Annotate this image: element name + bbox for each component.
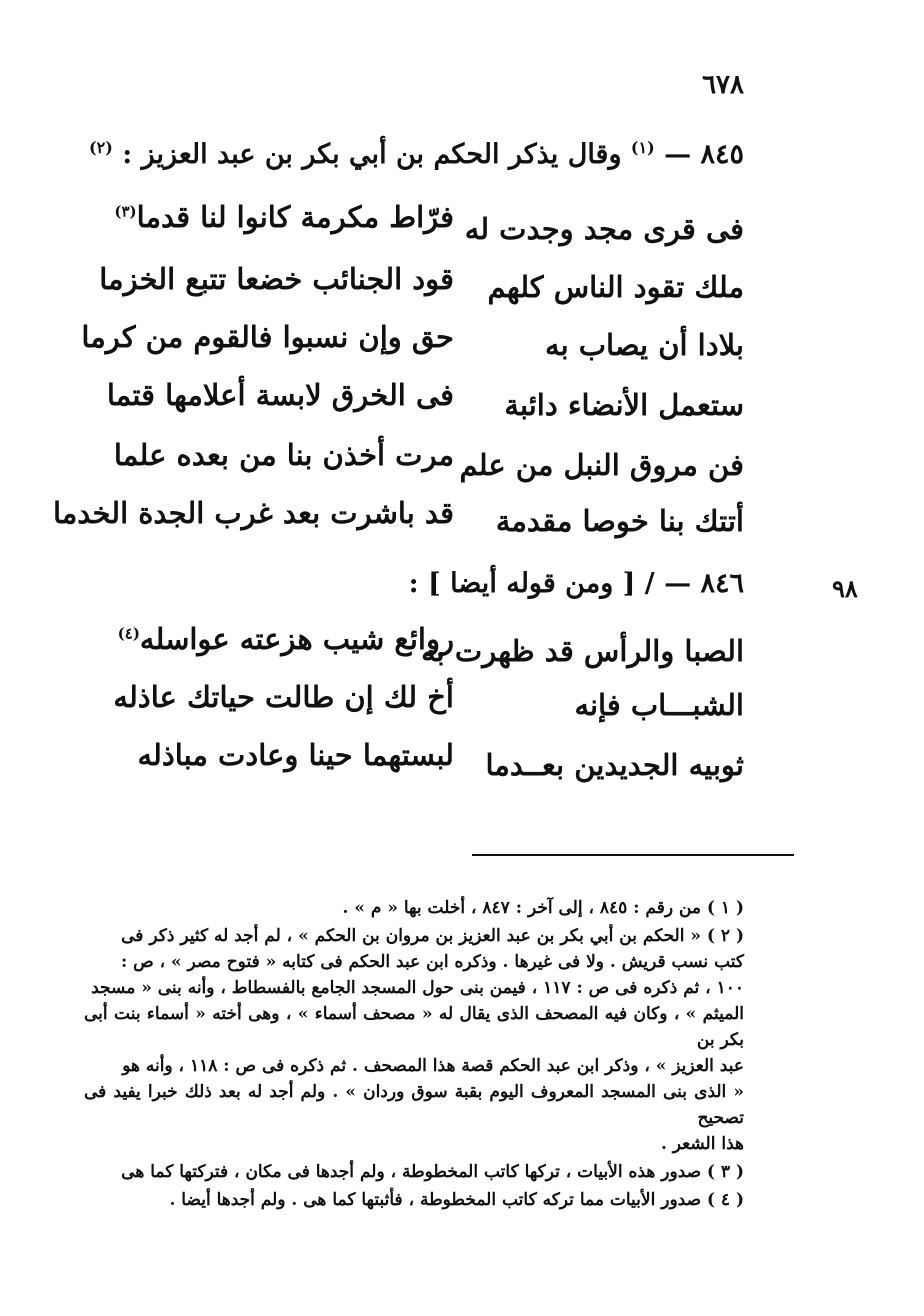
- page-number: ٦٧٨: [702, 70, 744, 100]
- verse-second-hemistich: أخ لك إن طالت حياتك عاذله: [113, 680, 454, 714]
- footnote-marker: (٣): [114, 202, 137, 221]
- footnote-line: « الذى بنى المسجد المعروف اليوم بقبة سوق وردان » . ولم أجد له بعد ذلك خبرا يفيد فى تصحيح: [84, 1082, 744, 1128]
- footnote: ( ٤ ) صدور الأبيات مما تركه كاتب المخطوطة ، فأثبتها كما هى . ولم أجدها أيضا .: [169, 1190, 744, 1210]
- footnote-divider: [472, 854, 794, 856]
- footnote-marker: (١): [630, 138, 655, 157]
- footnote-line: ( ٢ ) « الحكم بن أبي بكر بن عبد العزيز بن مروان بن الحكم » ، لم أجد له كثير ذكر فى: [121, 926, 744, 946]
- footnotes: [84, 895, 744, 1215]
- verse-first-hemistich: ستعمل الأنضاء دائبة: [504, 388, 744, 422]
- verse-first-hemistich: أتتك بنا خوصا مقدمة: [495, 504, 744, 538]
- verse-text: روائع شيب هزعته عواسله: [139, 622, 454, 656]
- verse-text: فرّاط مكرمة كانوا لنا قدما: [136, 200, 454, 234]
- verse-second-hemistich: فى الخرق لابسة أعلامها قتما: [106, 378, 454, 412]
- verse-second-hemistich: قد باشرت بعد غرب الجدة الخدما: [52, 496, 454, 530]
- footnote: ( ٣ ) صدور هذه الأبيات ، تركها كاتب المخطوطة ، ولم أجدها فى مكان ، فتركتها كما هى: [121, 1162, 744, 1182]
- footnote-marker: (٢): [89, 138, 113, 157]
- poem-number: ٨٤٦ —: [664, 568, 744, 599]
- verse-first-hemistich: ثوبيه الجديدين بعــدما: [485, 748, 744, 782]
- verse-first-hemistich: فن مروق النبل من علم: [459, 448, 744, 482]
- verse-second-hemistich: [114, 200, 454, 234]
- poem-number: ٨٤٥ —: [664, 139, 744, 170]
- poem-heading-text: / [ ومن قوله أيضا ] :: [408, 568, 655, 599]
- footnote-line: كتب نسب قريش . ولا فى غيرها . وذكره ابن عبد الحكم فى كتابه « فتوح مصر » ، ص :: [120, 952, 744, 972]
- verse-first-hemistich: بلادا أن يصاب به: [545, 328, 744, 362]
- poem-heading: [89, 138, 744, 170]
- verse-second-hemistich: قود الجنائب خضعا تتبع الخزما: [99, 262, 454, 296]
- verse-first-hemistich: ملك تقود الناس كلهم: [487, 270, 744, 304]
- margin-page-number: ٩٨: [832, 574, 858, 603]
- verse-second-hemistich: [118, 622, 454, 656]
- footnote-marker: (٤): [117, 624, 140, 643]
- verse-first-hemistich: الصبا والرأس قد ظهرت به: [421, 634, 744, 668]
- footnote-line: ١٠٠ ، ثم ذكره فى ص : ١١٧ ، فيمن بنى حول المسجد الجامع بالفسطاط ، وأنه بنى « مسجد: [91, 978, 744, 998]
- verse-second-hemistich: مرت أخذن بنا من بعده علما: [113, 438, 454, 472]
- verse-second-hemistich: حق وإن نسبوا فالقوم من كرما: [81, 320, 454, 354]
- footnote: ( ١ ) من رقم : ٨٤٥ ، إلى آخر : ٨٤٧ ، أخلت بها « م » .: [342, 898, 744, 918]
- footnote-line: الميثم » ، وكان فيه المصحف الذى يقال له « مصحف أسماء » ، وهى أخته « أسماء بنت أبى بكر بن: [84, 1004, 744, 1050]
- poem-heading: [409, 568, 744, 599]
- footnote-line: عبد العزيز » ، وذكر ابن عبد الحكم قصة هذا المصحف . ثم ذكره فى ص : ١١٨ ، وأنه هو: [122, 1056, 744, 1076]
- footnote-line: هذا الشعر .: [660, 1134, 744, 1154]
- verse-second-hemistich: لبستهما حينا وعادت مباذله: [137, 738, 454, 772]
- verse-first-hemistich: الشبـــاب فإنه: [574, 688, 744, 722]
- verse-first-hemistich: فى قرى مجد وجدت له: [464, 212, 744, 246]
- poem-heading-text: وقال يذكر الحكم بن أبي بكر بن عبد العزيز :: [122, 139, 622, 170]
